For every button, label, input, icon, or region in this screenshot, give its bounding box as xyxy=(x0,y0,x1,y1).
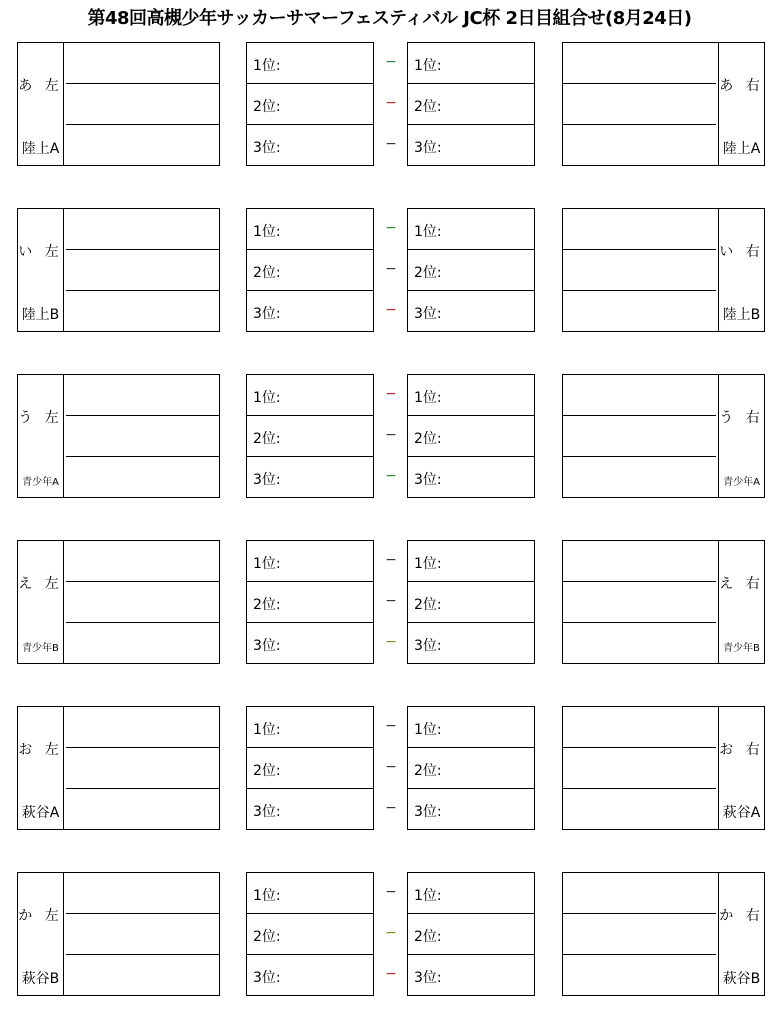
rank-row[interactable] xyxy=(408,209,534,250)
left-rank-box xyxy=(246,208,374,332)
team-entry-cell[interactable] xyxy=(66,457,219,498)
team-entry-cell[interactable] xyxy=(66,541,219,582)
team-entry-cell[interactable] xyxy=(563,43,716,84)
team-entry-cell[interactable] xyxy=(563,623,716,664)
right-rank-box xyxy=(407,706,535,830)
team-entry-cell[interactable] xyxy=(66,955,219,996)
left-label-column xyxy=(18,43,64,165)
rank-row[interactable] xyxy=(247,955,373,996)
team-entry-cell[interactable] xyxy=(66,209,219,250)
team-entry-cell[interactable] xyxy=(563,582,716,623)
rank-label: 1位: xyxy=(414,556,442,572)
rank-label: 2位: xyxy=(414,265,442,281)
rank-label: 2位: xyxy=(253,929,281,945)
rank-label: 3位: xyxy=(253,804,281,820)
venue-label: 萩谷A xyxy=(21,805,60,821)
rank-row[interactable] xyxy=(247,209,373,250)
versus-dash: − xyxy=(385,54,397,70)
team-entry-cell[interactable] xyxy=(66,914,219,955)
venue-label: 陸上A xyxy=(722,141,761,157)
rank-label: 1位: xyxy=(414,888,442,904)
left-slot-label: い 左 xyxy=(18,244,63,260)
team-entry-cell[interactable] xyxy=(66,748,219,789)
left-team-box xyxy=(17,374,220,498)
rank-label: 1位: xyxy=(253,556,281,572)
left-label-column xyxy=(18,541,64,663)
rank-label: 3位: xyxy=(253,472,281,488)
rank-row[interactable] xyxy=(408,873,534,914)
versus-dash: − xyxy=(385,759,397,775)
rank-row[interactable] xyxy=(247,707,373,748)
venue-label: 陸上B xyxy=(21,307,60,323)
versus-dash: − xyxy=(385,718,397,734)
rank-row[interactable] xyxy=(247,541,373,582)
rank-row[interactable] xyxy=(247,125,373,166)
team-entry-cell[interactable] xyxy=(563,209,716,250)
right-rank-box xyxy=(407,540,535,664)
rank-label: 3位: xyxy=(253,638,281,654)
right-slot-label: う 右 xyxy=(719,410,764,426)
team-entry-cell[interactable] xyxy=(66,416,219,457)
versus-dash: − xyxy=(385,95,397,111)
rank-label: 3位: xyxy=(414,140,442,156)
left-label-column xyxy=(18,707,64,829)
versus-dash: − xyxy=(385,302,397,318)
right-team-box xyxy=(562,540,765,664)
team-entry-cell[interactable] xyxy=(66,375,219,416)
rank-label: 1位: xyxy=(414,58,442,74)
team-entry-cell[interactable] xyxy=(563,541,716,582)
left-slot-label: お 左 xyxy=(18,742,63,758)
rank-label: 2位: xyxy=(414,597,442,613)
rank-row[interactable] xyxy=(408,955,534,996)
versus-dash: − xyxy=(385,634,397,650)
left-team-box xyxy=(17,706,220,830)
team-entry-cell[interactable] xyxy=(66,623,219,664)
right-team-box xyxy=(562,706,765,830)
versus-dash: − xyxy=(385,136,397,152)
team-entry-cell[interactable] xyxy=(66,707,219,748)
team-entry-cell[interactable] xyxy=(563,125,716,166)
left-slot-label: あ 左 xyxy=(18,78,63,94)
versus-dash: − xyxy=(385,386,397,402)
rank-row[interactable] xyxy=(408,914,534,955)
versus-dash: − xyxy=(385,800,397,816)
right-label-column xyxy=(718,873,764,995)
rank-row[interactable] xyxy=(247,748,373,789)
rank-label: 1位: xyxy=(253,58,281,74)
team-entry-cell[interactable] xyxy=(563,375,716,416)
right-team-box xyxy=(562,208,765,332)
right-team-box xyxy=(562,872,765,996)
rank-row[interactable] xyxy=(408,250,534,291)
versus-dash: − xyxy=(385,552,397,568)
rank-label: 2位: xyxy=(253,265,281,281)
rank-row[interactable] xyxy=(408,125,534,166)
right-label-column xyxy=(718,541,764,663)
rank-label: 1位: xyxy=(253,390,281,406)
rank-row[interactable] xyxy=(408,457,534,498)
left-rank-box xyxy=(246,872,374,996)
left-rank-box xyxy=(246,706,374,830)
rank-row[interactable] xyxy=(247,873,373,914)
team-entry-cell[interactable] xyxy=(563,748,716,789)
rank-row[interactable] xyxy=(247,582,373,623)
rank-label: 2位: xyxy=(253,597,281,613)
group-i xyxy=(0,208,779,334)
left-slot-label: か 左 xyxy=(18,908,63,924)
right-rank-box xyxy=(407,872,535,996)
team-entry-cell[interactable] xyxy=(66,291,219,332)
rank-row[interactable] xyxy=(247,789,373,830)
rank-label: 1位: xyxy=(414,224,442,240)
team-entry-cell[interactable] xyxy=(66,582,219,623)
group-u xyxy=(0,374,779,500)
right-slot-label: お 右 xyxy=(719,742,764,758)
venue-label: 青少年B xyxy=(723,643,760,654)
right-rank-box xyxy=(407,42,535,166)
group-e xyxy=(0,540,779,666)
team-entry-cell[interactable] xyxy=(563,291,716,332)
right-rank-box xyxy=(407,374,535,498)
rank-label: 3位: xyxy=(414,638,442,654)
team-entry-cell[interactable] xyxy=(563,955,716,996)
rank-row[interactable] xyxy=(247,291,373,332)
left-slot-label: え 左 xyxy=(18,576,63,592)
team-entry-cell[interactable] xyxy=(66,873,219,914)
left-label-column xyxy=(18,375,64,497)
rank-label: 2位: xyxy=(253,763,281,779)
venue-label: 萩谷B xyxy=(21,971,60,987)
rank-row[interactable] xyxy=(247,416,373,457)
versus-dash: − xyxy=(385,468,397,484)
team-entry-cell[interactable] xyxy=(66,84,219,125)
left-team-box xyxy=(17,540,220,664)
left-team-box xyxy=(17,208,220,332)
team-entry-cell[interactable] xyxy=(563,873,716,914)
team-entry-cell[interactable] xyxy=(563,84,716,125)
venue-label: 陸上B xyxy=(722,307,761,323)
rank-row[interactable] xyxy=(247,457,373,498)
team-entry-cell[interactable] xyxy=(563,789,716,830)
rank-row[interactable] xyxy=(408,375,534,416)
venue-label: 陸上A xyxy=(21,141,60,157)
rank-row[interactable] xyxy=(247,84,373,125)
rank-label: 3位: xyxy=(414,306,442,322)
rank-row[interactable] xyxy=(247,43,373,84)
rank-label: 3位: xyxy=(414,804,442,820)
rank-label: 2位: xyxy=(414,99,442,115)
page-title: 第48回高槻少年サッカーサマーフェスティバル JC杯 2日目組合せ(8月24日) xyxy=(87,8,692,29)
right-slot-label: あ 右 xyxy=(719,78,764,94)
rank-row[interactable] xyxy=(408,84,534,125)
rank-label: 3位: xyxy=(253,970,281,986)
rank-row[interactable] xyxy=(408,291,534,332)
rank-label: 2位: xyxy=(253,431,281,447)
rank-label: 2位: xyxy=(414,431,442,447)
rank-row[interactable] xyxy=(408,43,534,84)
left-label-column xyxy=(18,209,64,331)
rank-label: 2位: xyxy=(414,763,442,779)
right-slot-label: え 右 xyxy=(719,576,764,592)
versus-dash: − xyxy=(385,593,397,609)
venue-label: 萩谷A xyxy=(722,805,761,821)
team-entry-cell[interactable] xyxy=(563,416,716,457)
rank-label: 2位: xyxy=(253,99,281,115)
right-label-column xyxy=(718,707,764,829)
rank-label: 1位: xyxy=(253,224,281,240)
rank-label: 1位: xyxy=(253,888,281,904)
right-team-box xyxy=(562,374,765,498)
rank-row[interactable] xyxy=(247,914,373,955)
rank-row[interactable] xyxy=(247,623,373,664)
left-slot-label: う 左 xyxy=(18,410,63,426)
rank-row[interactable] xyxy=(408,707,534,748)
versus-dash: − xyxy=(385,220,397,236)
rank-row[interactable] xyxy=(408,789,534,830)
team-entry-cell[interactable] xyxy=(66,789,219,830)
rank-row[interactable] xyxy=(247,250,373,291)
right-label-column xyxy=(718,43,764,165)
venue-label: 青少年B xyxy=(22,643,59,654)
rank-label: 3位: xyxy=(253,140,281,156)
rank-row[interactable] xyxy=(408,748,534,789)
rank-label: 1位: xyxy=(414,390,442,406)
team-entry-cell[interactable] xyxy=(66,125,219,166)
team-entry-cell[interactable] xyxy=(66,43,219,84)
rank-row[interactable] xyxy=(408,416,534,457)
left-team-box xyxy=(17,872,220,996)
rank-label: 2位: xyxy=(414,929,442,945)
team-entry-cell[interactable] xyxy=(563,457,716,498)
rank-label: 3位: xyxy=(253,306,281,322)
left-rank-box xyxy=(246,540,374,664)
venue-label: 萩谷B xyxy=(722,971,761,987)
rank-label: 1位: xyxy=(253,722,281,738)
left-rank-box xyxy=(246,374,374,498)
group-a xyxy=(0,42,779,168)
versus-dash: − xyxy=(385,925,397,941)
versus-dash: − xyxy=(385,261,397,277)
right-rank-box xyxy=(407,208,535,332)
right-team-box xyxy=(562,42,765,166)
right-slot-label: い 右 xyxy=(719,244,764,260)
rank-label: 3位: xyxy=(414,970,442,986)
left-label-column xyxy=(18,873,64,995)
rank-row[interactable] xyxy=(408,541,534,582)
venue-label: 青少年A xyxy=(22,477,59,488)
rank-row[interactable] xyxy=(408,582,534,623)
team-entry-cell[interactable] xyxy=(563,250,716,291)
group-o xyxy=(0,706,779,832)
versus-dash: − xyxy=(385,884,397,900)
right-slot-label: か 右 xyxy=(719,908,764,924)
rank-label: 3位: xyxy=(414,472,442,488)
right-label-column xyxy=(718,375,764,497)
team-entry-cell[interactable] xyxy=(563,707,716,748)
group-ka xyxy=(0,872,779,998)
left-rank-box xyxy=(246,42,374,166)
team-entry-cell[interactable] xyxy=(563,914,716,955)
versus-dash: − xyxy=(385,427,397,443)
venue-label: 青少年A xyxy=(723,477,760,488)
rank-row[interactable] xyxy=(247,375,373,416)
versus-dash: − xyxy=(385,966,397,982)
rank-label: 1位: xyxy=(414,722,442,738)
rank-row[interactable] xyxy=(408,623,534,664)
right-label-column xyxy=(718,209,764,331)
left-team-box xyxy=(17,42,220,166)
team-entry-cell[interactable] xyxy=(66,250,219,291)
